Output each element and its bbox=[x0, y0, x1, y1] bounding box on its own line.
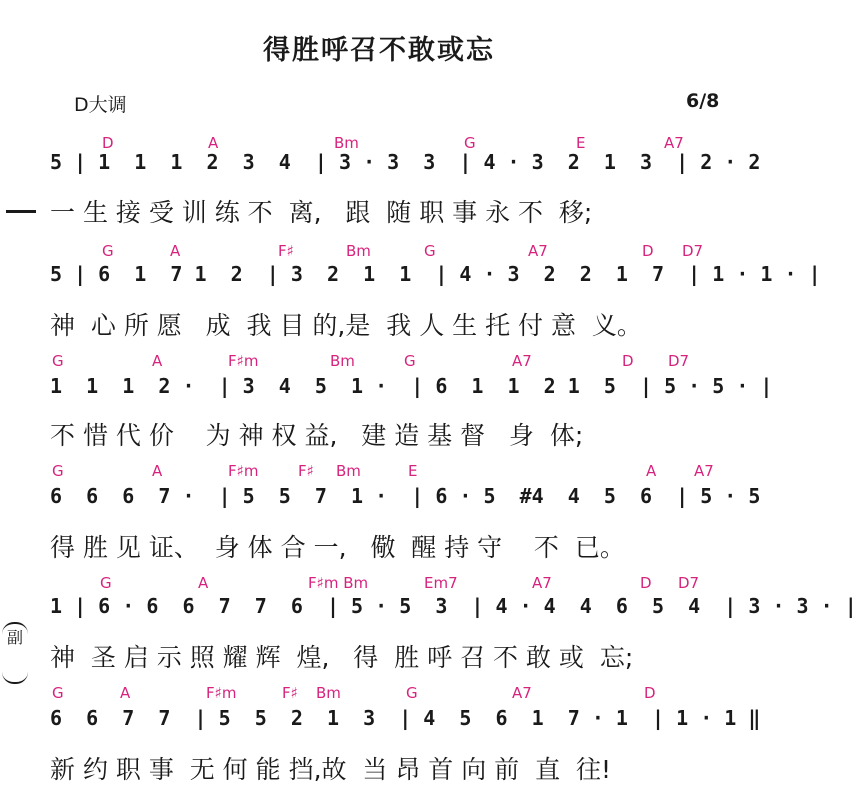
chord-label: A bbox=[208, 134, 219, 152]
chord-label: Bm bbox=[336, 462, 361, 480]
chord-label: G bbox=[52, 352, 64, 370]
notes-line-4: 6 6 6 7 · | 5 5 7 1 · | 6 · 5 #4 4 5 6 | 5 · 5 bbox=[50, 484, 761, 508]
chord-label: A7 bbox=[512, 684, 532, 702]
chord-label: F♯m Bm bbox=[308, 574, 369, 592]
lyrics-line-5: 神 圣 启 示 照 耀 辉 煌, 得 胜 呼 召 不 敢 或 忘; bbox=[50, 643, 634, 672]
chord-label: Em7 bbox=[424, 574, 458, 592]
notes-line-5: 1 | 6 · 6 6 7 7 6 | 5 · 5 3 | 4 · 4 4 6 5 4 | 3 · 3 · | bbox=[50, 594, 857, 618]
chord-label: Bm bbox=[334, 134, 359, 152]
notes-line-6: 6 6 7 7 | 5 5 2 1 3 | 4 5 6 1 7 · 1 | 1 · 1 ‖ bbox=[50, 706, 761, 730]
chord-label: G bbox=[406, 684, 418, 702]
chord-label: G bbox=[102, 242, 114, 260]
chord-label: G bbox=[52, 684, 64, 702]
chord-label: A7 bbox=[664, 134, 684, 152]
chord-label: D7 bbox=[668, 352, 690, 370]
chord-label: A7 bbox=[528, 242, 548, 260]
notes-line-3: 1 1 1 2 · | 3 4 5 1 · | 6 1 1 2 1 5 | 5 · 5 · | bbox=[50, 374, 773, 398]
chord-label: A bbox=[170, 242, 181, 260]
verse-dash bbox=[6, 210, 36, 213]
chord-label: D7 bbox=[682, 242, 704, 260]
chord-label: E bbox=[408, 462, 418, 480]
notes-line-1: 5 | 1 1 1 2 3 4 | 3 · 3 3 | 4 · 3 2 1 3 | 2 · 2 bbox=[50, 150, 761, 174]
lyrics-line-6: 新 约 职 事 无 何 能 挡,故 当 昂 首 向 前 直 往! bbox=[50, 755, 612, 784]
time-signature: 6/8 bbox=[686, 90, 720, 112]
chord-label: A bbox=[646, 462, 657, 480]
chord-label: G bbox=[424, 242, 436, 260]
lyrics-line-2: 神 心 所 愿 成 我 目 的,是 我 人 生 托 付 意 义。 bbox=[50, 311, 642, 340]
chord-label: F♯ bbox=[278, 242, 294, 260]
chord-label: Bm bbox=[346, 242, 371, 260]
lyrics-line-3: 不 惜 代 价 为 神 权 益, 建 造 基 督 身 体; bbox=[50, 421, 584, 450]
chord-label: F♯ bbox=[298, 462, 314, 480]
chord-label: G bbox=[52, 462, 64, 480]
chord-label: Bm bbox=[316, 684, 341, 702]
lyrics-line-4: 得 胜 见 证、 身 体 合 一, 儆 醒 持 守 不 已。 bbox=[50, 533, 625, 562]
chord-label: D bbox=[102, 134, 114, 152]
chord-label: F♯m bbox=[206, 684, 237, 702]
key-signature: D大调 bbox=[74, 94, 127, 116]
chord-label: E bbox=[576, 134, 586, 152]
lyrics-line-1: 一 生 接 受 训 练 不 离, 跟 随 职 事 永 不 移; bbox=[50, 198, 593, 227]
chord-label: Bm bbox=[330, 352, 355, 370]
chord-label: A7 bbox=[694, 462, 714, 480]
chord-label: G bbox=[464, 134, 476, 152]
chord-label: F♯m bbox=[228, 352, 259, 370]
chord-label: D7 bbox=[678, 574, 700, 592]
chord-label: A bbox=[198, 574, 209, 592]
chorus-mark: 副 bbox=[6, 628, 23, 647]
chord-label: A7 bbox=[512, 352, 532, 370]
chord-label: A bbox=[152, 462, 163, 480]
chord-label: A bbox=[152, 352, 163, 370]
notes-line-2: 5 | 6 1 7 1 2 | 3 2 1 1 | 4 · 3 2 2 1 7 | 1 · 1 · | bbox=[50, 262, 821, 286]
song-title: 得胜呼召不敢或忘 bbox=[263, 35, 495, 66]
chord-label: F♯ bbox=[282, 684, 298, 702]
chord-label: G bbox=[404, 352, 416, 370]
chord-label: D bbox=[640, 574, 652, 592]
chord-label: G bbox=[100, 574, 112, 592]
chord-label: F♯m bbox=[228, 462, 259, 480]
chord-label: A bbox=[120, 684, 131, 702]
chord-label: A7 bbox=[532, 574, 552, 592]
chord-label: D bbox=[622, 352, 634, 370]
chord-label: D bbox=[644, 684, 656, 702]
chord-label: D bbox=[642, 242, 654, 260]
